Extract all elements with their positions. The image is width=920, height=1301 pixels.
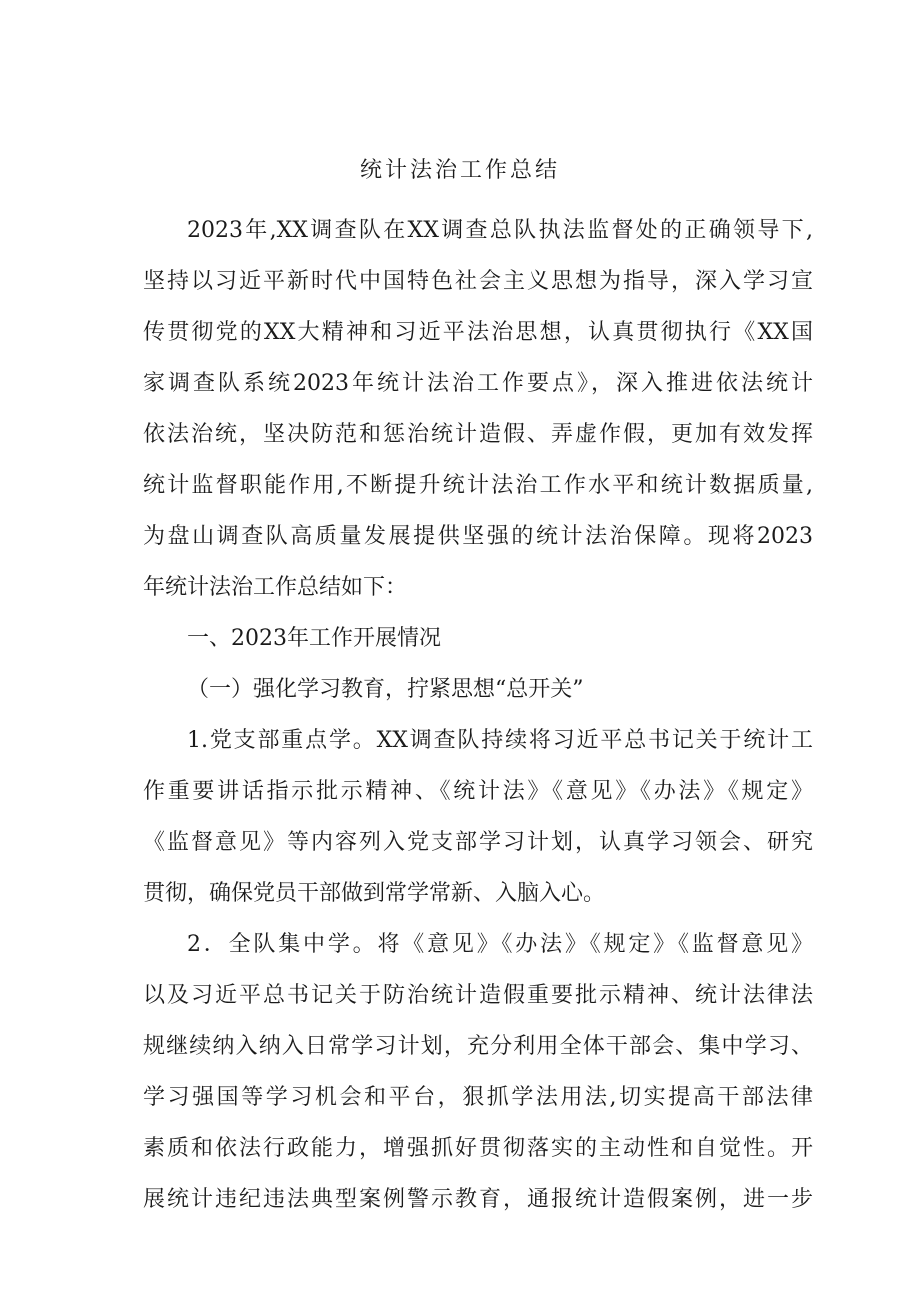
paragraph-line: 2．全队集中学。将《意见》《办法》《规定》《监督意见》 (187, 932, 813, 957)
paragraph-line: 贯彻，确保党员干部做到常学常新、入脑入心。 (143, 881, 606, 906)
section-heading: 一、2023年工作开展情况 (187, 626, 441, 651)
document-title: 统计法治工作总结 (359, 158, 560, 183)
paragraph-line: 1.党支部重点学。XX调查队持续将习近平总书记关于统计工 (187, 728, 813, 753)
paragraph-line: 学习强国等学习机会和平台，狠抓学法用法,切实提高干部法律 (143, 1085, 813, 1110)
paragraph-line: 作重要讲话指示批示精神、《统计法》《意见》《办法》《规定》 (143, 779, 813, 804)
paragraph-line: 传贯彻党的XX大精神和习近平法治思想，认真贯彻执行《XX国 (143, 320, 813, 345)
paragraph-line: 《监督意见》等内容列入党支部学习计划，认真学习领会、研究 (143, 830, 813, 855)
paragraph-line: 依法治统，坚决防范和惩治统计造假、弄虚作假，更加有效发挥 (143, 422, 813, 447)
paragraph-line: 素质和依法行政能力，增强抓好贯彻落实的主动性和自觉性。开 (143, 1136, 813, 1161)
paragraph-line: 2023年,XX调查队在XX调查总队执法监督处的正确领导下, (187, 218, 813, 243)
paragraph-line: 家调查队系统2023年统计法治工作要点》，深入推进依法统计 (143, 371, 813, 396)
subsection-heading: （一）强化学习教育，拧紧思想“总开关” (187, 677, 584, 702)
paragraph-line: 展统计违纪违法典型案例警示教育，通报统计造假案例，进一步 (143, 1187, 813, 1212)
paragraph-line: 年统计法治工作总结如下： (143, 575, 408, 600)
paragraph-line: 为盘山调查队高质量发展提供坚强的统计法治保障。现将2023 (143, 524, 813, 549)
paragraph-line: 规继续纳入纳入日常学习计划，充分利用全体干部会、集中学习、 (143, 1034, 813, 1059)
paragraph-line: 统计监督职能作用,不断提升统计法治工作水平和统计数据质量, (143, 473, 813, 498)
paragraph-line: 坚持以习近平新时代中国特色社会主义思想为指导，深入学习宣 (143, 269, 813, 294)
paragraph-line: 以及习近平总书记关于防治统计造假重要批示精神、统计法律法 (143, 983, 813, 1008)
